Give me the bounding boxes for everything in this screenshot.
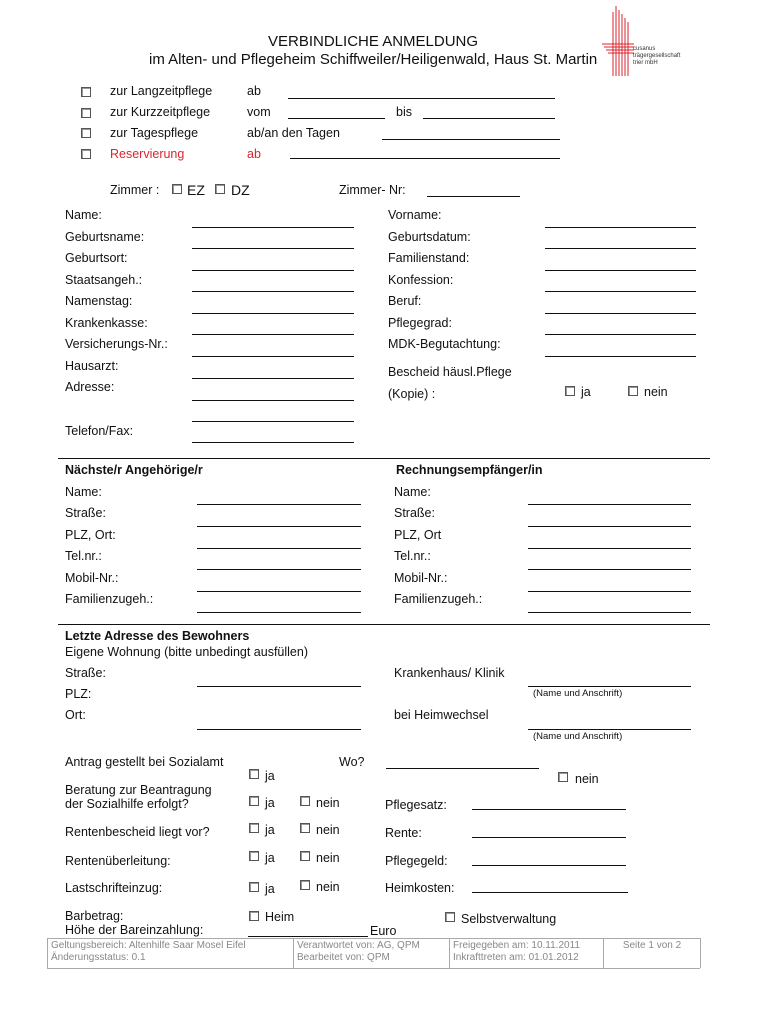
krankenhaus-label: Krankenhaus/ Klinik: [394, 666, 505, 680]
kurzzeitpflege-bis-label: bis: [396, 105, 412, 119]
rechnung-mobil-line[interactable]: [528, 591, 691, 592]
dz-checkbox[interactable]: [215, 184, 225, 194]
telefon-line[interactable]: [192, 442, 354, 443]
angehoerige-strasse-line[interactable]: [197, 526, 361, 527]
rechnung-name-line[interactable]: [528, 504, 691, 505]
barbetrag-heim-label: Heim: [265, 910, 295, 924]
form-subtitle: im Alten- und Pflegeheim Schiffweiler/Heiligenwald, Haus St. Martin: [149, 51, 598, 68]
euro-label: Euro: [370, 924, 397, 938]
bareinzahlung-line[interactable]: [248, 936, 368, 937]
kurzzeitpflege-to-line[interactable]: [423, 118, 555, 119]
rentenbescheid-label: Rentenbescheid liegt vor?: [65, 825, 210, 839]
kurzzeitpflege-checkbox[interactable]: [81, 108, 91, 118]
angehoerige-strasse-label: Straße:: [65, 506, 106, 520]
wo-line[interactable]: [386, 768, 539, 769]
wohnung-strasse-line[interactable]: [197, 686, 361, 687]
angehoerige-familie-line[interactable]: [197, 612, 361, 613]
rechnung-strasse-label: Straße:: [394, 506, 435, 520]
tagespflege-checkbox[interactable]: [81, 128, 91, 138]
tagespflege-label: zur Tagespflege: [110, 126, 199, 140]
kurzzeitpflege-label: zur Kurzzeitpflege: [110, 105, 211, 119]
zimmer-nr-line[interactable]: [427, 196, 520, 197]
pflegegeld-line[interactable]: [472, 865, 626, 866]
reservierung-label: Reservierung: [110, 147, 185, 161]
kurzzeitpflege-vom-label: vom: [247, 105, 271, 119]
angehoerige-heading: Nächste/r Angehörige/r: [65, 463, 203, 477]
pflegesatz-label: Pflegesatz:: [385, 798, 447, 812]
footer-freigegeben-text: Freigegeben am: 10.11.2011: [453, 940, 580, 951]
konfession-line[interactable]: [545, 291, 696, 292]
geburtsdatum-label: Geburtsdatum:: [388, 230, 471, 244]
beratung-ja-label: ja: [265, 796, 275, 810]
bareinzahlung-label: Höhe der Bareinzahlung:: [65, 923, 204, 937]
ez-checkbox[interactable]: [172, 184, 182, 194]
footer-geltungsbereich-text: Geltungsbereich: Altenhilfe Saar Mosel Eifel: [51, 940, 246, 951]
footer-verantwortet: [294, 938, 449, 968]
bescheid-kopie-label: (Kopie) :: [388, 387, 436, 401]
rentenbescheid-nein-checkbox[interactable]: [300, 823, 310, 833]
barbetrag-heim-checkbox[interactable]: [249, 911, 259, 921]
eigene-wohnung-label: Eigene Wohnung (bitte unbedingt ausfüllen): [65, 645, 308, 659]
reservierung-checkbox[interactable]: [81, 149, 91, 159]
reservierung-date-line[interactable]: [290, 158, 560, 159]
langzeitpflege-label: zur Langzeitpflege: [110, 84, 213, 98]
footer-freigegeben: [450, 938, 603, 968]
ez-label: EZ: [187, 182, 205, 198]
angehoerige-mobil-line[interactable]: [197, 591, 361, 592]
rentenueberleitung-ja-label: ja: [265, 851, 275, 865]
form-title: VERBINDLICHE ANMELDUNG: [268, 33, 479, 50]
staatsangeh-label: Staatsangeh.:: [65, 273, 143, 287]
hausarzt-label: Hausarzt:: [65, 359, 119, 373]
staatsangeh-line[interactable]: [192, 291, 354, 292]
barbetrag-label: Barbetrag:: [65, 909, 124, 923]
heimwechsel-hint: (Name und Anschrift): [533, 731, 623, 742]
langzeitpflege-checkbox[interactable]: [81, 87, 91, 97]
mdk-line[interactable]: [545, 356, 696, 357]
lastschrift-nein-checkbox[interactable]: [300, 880, 310, 890]
pflegegrad-label: Pflegegrad:: [388, 316, 452, 330]
footer-aenderungsstatus-text: Änderungsstatus: 0.1: [51, 951, 146, 963]
bescheid-label: Bescheid häusl.Pflege: [388, 365, 512, 379]
bescheid-nein-checkbox[interactable]: [628, 386, 638, 396]
versicherungs-nr-line[interactable]: [192, 356, 354, 357]
wohnung-ort-line[interactable]: [197, 729, 361, 730]
geburtsort-line[interactable]: [192, 270, 354, 271]
reservierung-ab-label: ab: [247, 147, 261, 161]
bescheid-ja-label: ja: [581, 385, 591, 399]
wo-label: Wo?: [339, 755, 365, 769]
rentenueberleitung-nein-label: nein: [316, 851, 340, 865]
angehoerige-plz-line[interactable]: [197, 548, 361, 549]
cross-logo-icon: [600, 4, 636, 78]
angehoerige-familie-label: Familienzugeh.:: [65, 592, 154, 606]
krankenkasse-line[interactable]: [192, 334, 354, 335]
antrag-ja-label: ja: [265, 769, 275, 783]
rechnung-tel-line[interactable]: [528, 569, 691, 570]
rentenueberleitung-label: Rentenüberleitung:: [65, 854, 171, 868]
rechnung-plz-label: PLZ, Ort: [394, 528, 442, 542]
beratung-ja-checkbox[interactable]: [249, 796, 259, 806]
rechnung-familie-label: Familienzugeh.:: [394, 592, 483, 606]
wohnung-ort-label: Ort:: [65, 708, 86, 722]
konfession-label: Konfession:: [388, 273, 454, 287]
rechnung-strasse-line[interactable]: [528, 526, 691, 527]
namenstag-line[interactable]: [192, 313, 354, 314]
rechnung-mobil-label: Mobil-Nr.:: [394, 571, 448, 585]
name-line[interactable]: [192, 227, 354, 228]
lastschrift-label: Lastschrifteinzug:: [65, 881, 163, 895]
geburtsdatum-line[interactable]: [545, 248, 696, 249]
dz-label: DZ: [231, 182, 250, 198]
name-label: Name:: [65, 208, 102, 222]
antrag-nein-label: nein: [575, 772, 599, 786]
footer-inkrafttreten-text: Inkrafttreten am: 01.01.2012: [453, 951, 579, 963]
rechnung-tel-label: Tel.nr.:: [394, 549, 431, 563]
zimmer-nr-label: Zimmer- Nr:: [339, 183, 406, 197]
tagespflege-days-label: ab/an den Tagen: [247, 126, 340, 140]
rentenbescheid-nein-label: nein: [316, 823, 340, 837]
beratung-nein-label: nein: [316, 796, 340, 810]
kurzzeitpflege-from-line[interactable]: [288, 118, 385, 119]
pflegegeld-label: Pflegegeld:: [385, 854, 448, 868]
rentenueberleitung-nein-checkbox[interactable]: [300, 851, 310, 861]
familienstand-label: Familienstand:: [388, 251, 470, 265]
beratung-label-1: Beratung zur Beantragung: [65, 783, 212, 797]
vorname-label: Vorname:: [388, 208, 442, 222]
rentenueberleitung-ja-checkbox[interactable]: [249, 851, 259, 861]
angehoerige-tel-line[interactable]: [197, 569, 361, 570]
langzeitpflege-date-line[interactable]: [288, 98, 555, 99]
wohnung-strasse-label: Straße:: [65, 666, 106, 680]
geburtsname-label: Geburtsname:: [65, 230, 145, 244]
krankenhaus-hint: (Name und Anschrift): [533, 688, 623, 699]
krankenkasse-label: Krankenkasse:: [65, 316, 148, 330]
angehoerige-plz-label: PLZ, Ort:: [65, 528, 116, 542]
heimwechsel-label: bei Heimwechsel: [394, 708, 489, 722]
beruf-label: Beruf:: [388, 294, 422, 308]
mdk-label: MDK-Begutachtung:: [388, 337, 501, 351]
footer-bottom-border: [47, 968, 700, 969]
antrag-sozialamt-label: Antrag gestellt bei Sozialamt: [65, 755, 224, 769]
namenstag-label: Namenstag:: [65, 294, 133, 308]
rechnung-name-label: Name:: [394, 485, 431, 499]
section-divider-2: [58, 624, 710, 625]
pflegesatz-line[interactable]: [472, 809, 626, 810]
footer-page-text: Seite 1 von 2: [622, 940, 682, 951]
bescheid-nein-label: nein: [644, 385, 668, 399]
heimkosten-label: Heimkosten:: [385, 881, 455, 895]
beratung-nein-checkbox[interactable]: [300, 796, 310, 806]
rechnung-familie-line[interactable]: [528, 612, 691, 613]
footer-bearbeitet-text: Bearbeitet von: QPM: [297, 951, 390, 963]
angehoerige-tel-label: Tel.nr.:: [65, 549, 102, 563]
footer-verantwortet-text: Verantwortet von: AG, QPM: [297, 940, 420, 951]
adresse-line-2[interactable]: [192, 421, 354, 422]
pflegegrad-line[interactable]: [545, 334, 696, 335]
rechnung-plz-line[interactable]: [528, 548, 691, 549]
logo-line-2: trägergesellschaft: [633, 53, 681, 59]
logo-line-1: cusanus: [633, 46, 656, 52]
angehoerige-name-line[interactable]: [197, 504, 361, 505]
angehoerige-mobil-label: Mobil-Nr.:: [65, 571, 119, 585]
rentenbescheid-ja-checkbox[interactable]: [249, 823, 259, 833]
footer-geltungsbereich: [48, 938, 293, 968]
section-divider-1: [58, 458, 710, 459]
versicherungs-nr-label: Versicherungs-Nr.:: [65, 337, 168, 351]
adresse-line-1[interactable]: [192, 400, 354, 401]
langzeitpflege-ab-label: ab: [247, 84, 261, 98]
footer-sep-4: [700, 938, 701, 968]
heimkosten-line[interactable]: [472, 892, 628, 893]
lastschrift-ja-checkbox[interactable]: [249, 882, 259, 892]
lastschrift-ja-label: ja: [265, 882, 275, 896]
lastschrift-nein-label: nein: [316, 880, 340, 894]
rechnungsempfaenger-heading: Rechnungsempfänger/in: [396, 463, 543, 477]
heimwechsel-line[interactable]: [528, 729, 691, 730]
beratung-label-2: der Sozialhilfe erfolgt?: [65, 797, 189, 811]
rente-label: Rente:: [385, 826, 422, 840]
antrag-ja-checkbox[interactable]: [249, 769, 259, 779]
krankenhaus-line[interactable]: [528, 686, 691, 687]
cusanus-logo: [600, 4, 690, 78]
selbstverwaltung-checkbox[interactable]: [445, 912, 455, 922]
angehoerige-name-label: Name:: [65, 485, 102, 499]
rentenbescheid-ja-label: ja: [265, 823, 275, 837]
antrag-nein-checkbox[interactable]: [558, 772, 568, 782]
footer-page: [604, 938, 700, 968]
hausarzt-line[interactable]: [192, 378, 354, 379]
vorname-line[interactable]: [545, 227, 696, 228]
tagespflege-days-line[interactable]: [382, 139, 560, 140]
geburtsort-label: Geburtsort:: [65, 251, 128, 265]
wohnung-plz-label: PLZ:: [65, 687, 92, 701]
letzte-adresse-heading: Letzte Adresse des Bewohners: [65, 629, 250, 643]
beruf-line[interactable]: [545, 313, 696, 314]
selbstverwaltung-label: Selbstverwaltung: [461, 912, 557, 926]
rente-line[interactable]: [472, 837, 626, 838]
bescheid-ja-checkbox[interactable]: [565, 386, 575, 396]
adresse-label: Adresse:: [65, 380, 115, 394]
zimmer-label: Zimmer :: [110, 183, 160, 197]
telefon-label: Telefon/Fax:: [65, 424, 134, 438]
logo-line-3: trier mbH: [633, 60, 658, 66]
geburtsname-line[interactable]: [192, 248, 354, 249]
familienstand-line[interactable]: [545, 270, 696, 271]
